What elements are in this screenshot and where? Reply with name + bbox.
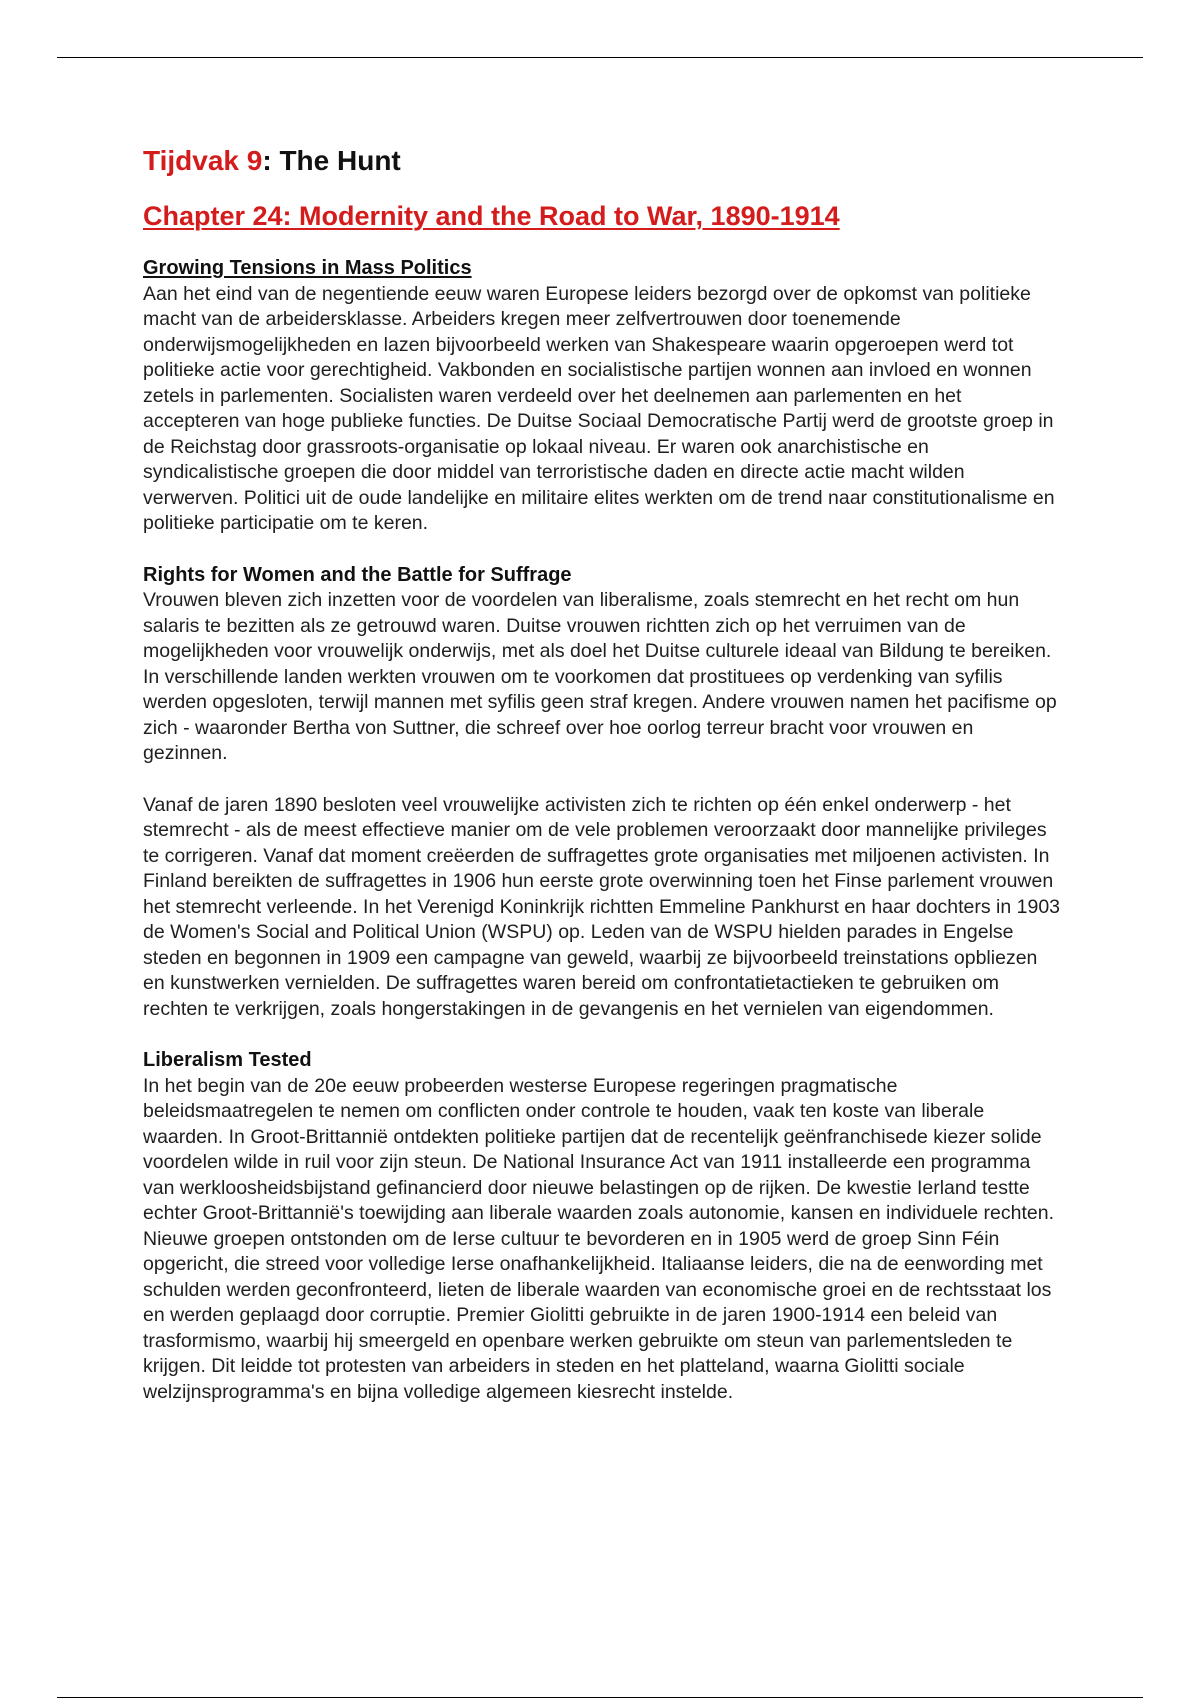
- section-heading: Liberalism Tested: [143, 1049, 312, 1071]
- tijdvak-label: Tijdvak 9: [143, 145, 263, 176]
- bottom-rule: [57, 1697, 1143, 1698]
- section-paragraph: Vrouwen bleven zich inzetten voor de voordelen van liberalisme, zoals stemrecht en het recht om hun salaris te bezitten als ze getrouwd waren. Duitse vrouwen richtten zich op het verruimen van de mogelijkheden voor vrouwelijk onderwijs, met als doel het Duitse culturele ideaal van Bildung te bereiken. In verschillende landen werkten vrouwen om te voorkomen dat prostituees op verdenking van syfilis werden opgesloten, terwijl mannen met syfilis geen straf kregen. Andere vrouwen namen het pacifisme op zich - waaronder Bertha von Suttner, die schreef over hoe oorlog terreur bracht voor vrouwen en gezinnen.: [143, 589, 1057, 764]
- section-heading: Growing Tensions in Mass Politics: [143, 257, 472, 279]
- section-heading: Rights for Women and the Battle for Suffrage: [143, 563, 572, 586]
- section-paragraph: Aan het eind van de negentiende eeuw waren Europese leiders bezorgd over de opkomst van politieke macht van de arbeidersklasse. Arbeiders kregen meer zelfvertrouwen door toenemende onderwijsmogelijkheden en lazen bijvoorbeeld werken van Shakespeare waarin opgeroepen werd tot politieke actie voor gerechtigheid. Vakbonden en socialistische partijen wonnen aan invloed en wonnen zetels in parlementen. Socialisten waren verdeeld over het deelnemen aan parlementen en het accepteren van hoge publieke functies. De Duitse Sociaal Democratische Partij werd de grootste groep in de Reichstag door grassroots-organisatie op lokaal niveau. Er waren ook anarchistische en syndicalistische groepen die door middel van terroristische daden en directe actie macht wilden verwerven. Politici uit de oude landelijke en militaire elites werkten om de trend naar constitutionalisme en politieke participatie om te keren.: [143, 282, 1055, 534]
- top-rule: [57, 57, 1143, 58]
- paragraph-gap: [143, 1022, 1063, 1048]
- section-paragraph: Vanaf de jaren 1890 besloten veel vrouwelijke activisten zich te richten op één enkel onderwerp - het stemrecht - als de meest effectieve manier om de vele problemen veroorzaakt door mannelijke privileges te corrigeren. Vanaf dat moment creëerden de suffragettes grote organisaties met miljoenen activisten. In Finland bereikten de suffragettes in 1906 hun eerste grote overwinning toen het Finse parlement vrouwen het stemrecht verleende. In het Verenigd Koninkrijk richtten Emmeline Pankhurst en haar dochters in 1903 de Women's Social and Political Union (WSPU) op. Leden van de WSPU hielden parades in Engelse steden en begonnen in 1909 een campagne van geweld, waarbij ze bijvoorbeeld treinstations opbliezen en kunstwerken vernielden. De suffragettes waren bereid om confrontatietactieken te gebruiken om rechten te verkrijgen, zoals hongerstakingen in de gevangenis en het vernielen van eigendommen.: [143, 793, 1061, 1020]
- tijdvak-heading: [143, 140, 1063, 182]
- section-liberalism-tested: [143, 1048, 1063, 1405]
- paragraph-gap: [143, 767, 1063, 793]
- tijdvak-separator: :: [262, 145, 272, 176]
- chapter-title: Chapter 24: Modernity and the Road to War, 1890-1914: [143, 201, 840, 231]
- section-growing-tensions: [143, 256, 1063, 537]
- section-paragraph: In het begin van de 20e eeuw probeerden westerse Europese regeringen pragmatische beleidsmaatregelen te nemen om conflicten onder controle te houden, vaak ten koste van liberale waarden. In Groot-Brittannië ontdekten politieke partijen dat de recentelijk geënfranchisede kiezer solide voordelen wilde in ruil voor zijn steun. De National Insurance Act van 1911 installeerde een programma van werkloosheidsbijstand gefinancierd door nieuwe belastingen op de rijken. De kwestie Ierland testte echter Groot-Brittannië's toewijding aan liberale waarden zoals autonomie, kansen en individuele rechten. Nieuwe groepen ontstonden om de Ierse cultuur te bevorderen en in 1905 werd de groep Sinn Féin opgericht, die streed voor volledige Ierse onafhankelijkheid. Italiaanse leiders, die na de eenwording met schulden werden geconfronteerd, lieten de liberale waarden van economische groei en de rechtsstaat los en werden geplaagd door corruptie. Premier Giolitti gebruikte in de jaren 1900-1914 een beleid van trasformismo, waarbij hij smeergeld en openbare werken gebruikte om steun van parlementsleden te krijgen. Dit leidde tot protesten van arbeiders in steden en het platteland, waarna Giolitti sociale welzijnsprogramma's en bijna volledige algemeen kiesrecht instelde.: [143, 1074, 1055, 1403]
- tijdvak-title: The Hunt: [279, 145, 401, 176]
- paragraph-gap: [143, 537, 1063, 563]
- section-rights-for-women: [143, 563, 1063, 1023]
- document-body: [143, 140, 1063, 1405]
